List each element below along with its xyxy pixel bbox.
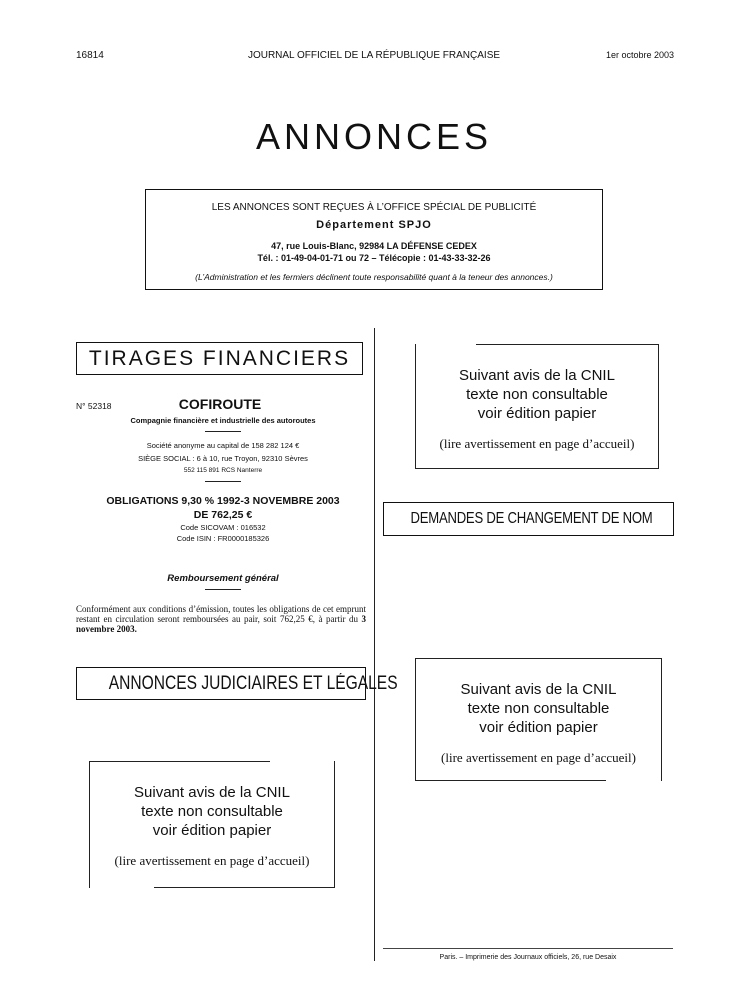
notice-line-phone: Tél. : 01-49-04-01-71 ou 72 – Télécopie : 01-43-33-32-26 [257,253,491,263]
announcement-number: N° 52318 [76,401,112,411]
issue-date: 1er octobre 2003 [605,50,674,60]
box-rule [416,658,661,659]
footer-rule [383,948,673,949]
cnil-line-4: (lire avertissement en page d’accueil) [114,853,310,868]
cnil-notice-box [415,658,662,781]
cnil-notice-box [89,761,335,888]
company-rcs: 552 115 891 RCS Nanterre [183,467,263,474]
cnil-line-1: Suivant avis de la CNIL [460,681,617,698]
cnil-line-2: texte non consultable [467,700,610,717]
section-header-tirages-label: TIRAGES FINANCIERS [88,347,351,370]
remboursement-date: 3 novembre 2003. [76,614,366,634]
remboursement-text [76,604,366,634]
notice-line-department: Département SPJO [316,219,432,231]
divider [205,589,241,590]
section-header-tirages [76,342,363,375]
cnil-line-4: (lire avertissement en page d’accueil) [441,750,636,765]
notice-line-disclaimer: (L’Administration et les fermiers déclinent toute responsabilité quant à la teneur des annonces.) [195,272,553,282]
obligations-title: OBLIGATIONS 9,30 % 1992-3 NOVEMBRE 2003 [106,495,340,507]
remboursement-text-body: Conformément aux conditions d’émission, toutes les obligations de cet emprunt restant en circulation seront remboursées au pair, soit 762,25 €, à partir du [76,604,366,624]
cnil-line-3: voir édition papier [477,405,597,422]
cnil-line-3: voir édition papier [479,719,598,736]
box-rule [90,761,270,762]
notice-line-address: 47, rue Louis-Blanc, 92984 LA DÉFENSE CEDEX [271,241,477,251]
box-rule [416,468,658,469]
divider [205,431,241,432]
box-rule [416,780,606,781]
code-sicovam: Code SICOVAM : 016532 [180,523,266,532]
divider [205,481,241,482]
obligations-amount: DE 762,25 € [193,509,253,521]
printer-footer: Paris. – Imprimerie des Journaux officiels, 26, rue Desaix [439,954,617,961]
notice-line-office: LES ANNONCES SONT REÇUES À L’OFFICE SPÉCIAL DE PUBLICITÉ [211,202,537,213]
cnil-line-2: texte non consultable [466,386,608,403]
box-rule [476,344,658,345]
cnil-line-1: Suivant avis de la CNIL [134,784,290,801]
cnil-line-2: texte non consultable [141,803,283,820]
cnil-line-1: Suivant avis de la CNIL [459,367,615,384]
section-header-annonces-judiciaires-label: ANNONCES JUDICIAIRES ET LÉGALES [108,673,398,694]
page-number: 16814 [76,50,104,61]
column-divider [374,328,375,961]
company-name: COFIROUTE [178,396,262,412]
section-header-changement-nom [383,502,674,536]
box-rule [154,887,334,888]
notice-box [145,189,603,290]
section-header-annonces-judiciaires [76,667,398,700]
section-header-changement-nom-label: DEMANDES DE CHANGEMENT DE NOM [410,510,653,527]
journal-title: JOURNAL OFFICIEL DE LA RÉPUBLIQUE FRANÇAISE [247,50,501,61]
cnil-notice-box [415,344,659,469]
company-subtitle: Compagnie financière et industrielle des autoroutes [130,416,316,425]
page-title: ANNONCES [255,116,493,157]
company-capital: Société anonyme au capital de 158 282 124 € [146,441,300,450]
cnil-line-3: voir édition papier [152,822,272,839]
company-siege: SIÈGE SOCIAL : 6 à 10, rue Troyon, 92310 Sèvres [138,454,308,463]
remboursement-heading: Remboursement général [167,573,279,584]
code-isin: Code ISIN : FR0000185326 [176,534,270,543]
cnil-line-4: (lire avertissement en page d’accueil) [439,436,635,451]
